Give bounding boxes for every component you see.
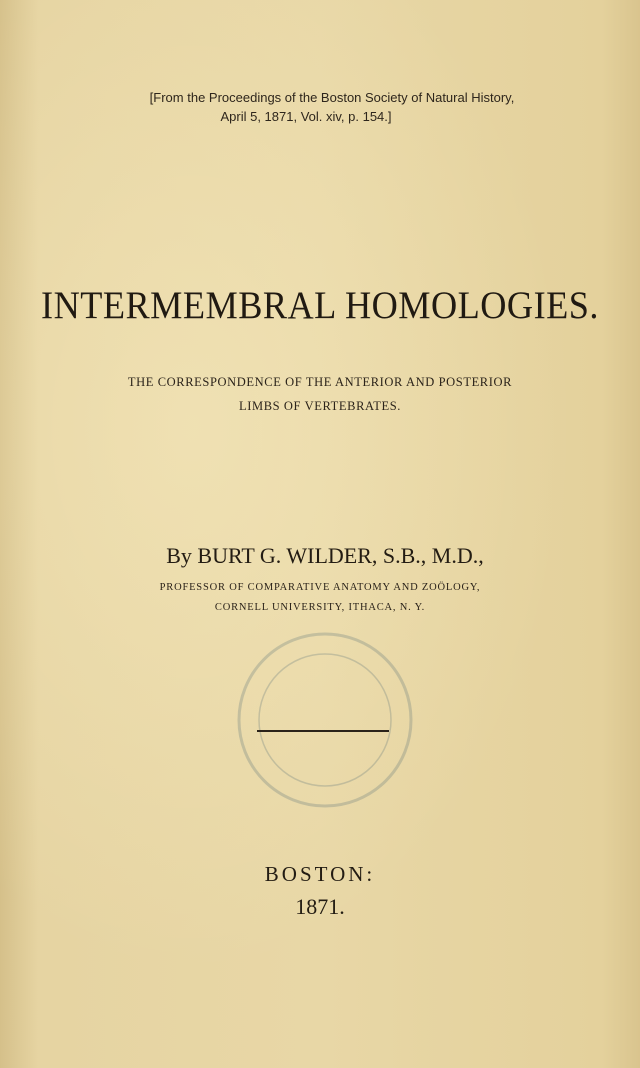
subtitle-line-1: THE CORRESPONDENCE OF THE ANTERIOR AND POSTERIOR — [127, 375, 513, 389]
author-line: By BURT G. WILDER, S.B., M.D., — [166, 543, 484, 568]
divider-rule — [257, 730, 389, 732]
subtitle-line-2: LIMBS OF VERTEBRATES. — [239, 399, 401, 413]
library-stamp-icon — [225, 620, 425, 820]
imprint-place: BOSTON: — [264, 862, 376, 886]
affiliation-line-1: PROFESSOR OF COMPARATIVE ANATOMY AND ZOÖLOGY, — [159, 582, 481, 593]
affiliation-line-2: CORNELL UNIVERSITY, ITHACA, N. Y. — [214, 602, 426, 613]
subtitle — [0, 370, 640, 418]
affiliation — [0, 578, 640, 618]
page-title: INTERMEMBRAL HOMOLOGIES. — [41, 284, 599, 327]
source-note-line-1: [From the Proceedings of the Boston Society of Natural History, — [149, 90, 515, 105]
source-note — [0, 88, 640, 126]
imprint-year: 1871. — [295, 894, 345, 919]
source-note-line-2: April 5, 1871, Vol. xiv, p. 154.] — [220, 109, 392, 124]
